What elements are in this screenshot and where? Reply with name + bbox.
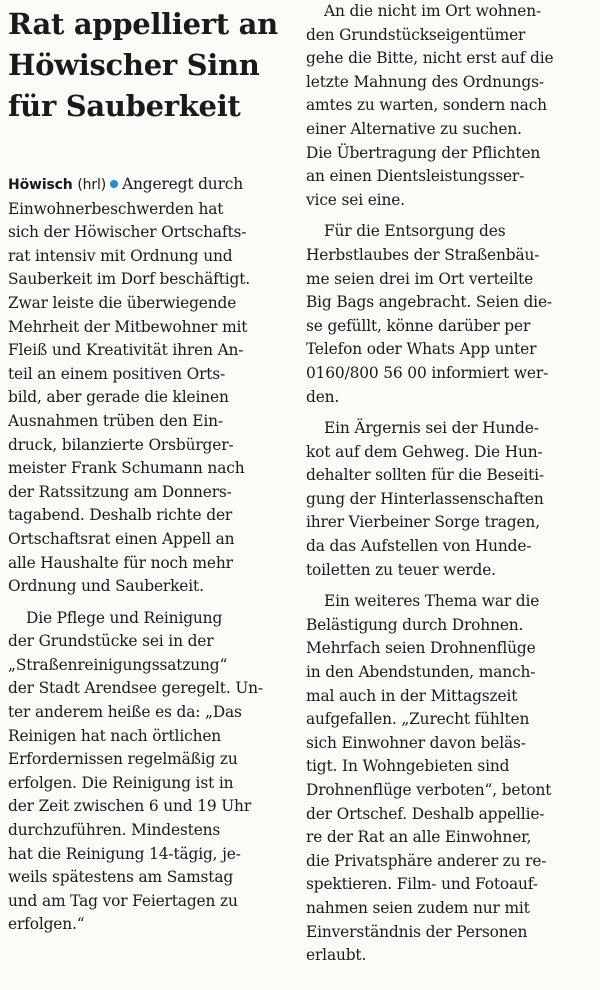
headline-line: Rat appelliert an (8, 7, 278, 41)
paragraph (306, 590, 590, 968)
text-line: erlaubt. (306, 946, 367, 965)
text-line: dehalter sollten für die Beseiti- (306, 466, 544, 485)
text-line: Zwar leiste die überwiegende (8, 293, 237, 312)
text-line: weils spätestens am Samstag (8, 868, 234, 887)
text-line: gung der Hinterlassenschaften (306, 489, 544, 508)
text-line: se gefüllt, könne darüber per (306, 316, 531, 335)
text-line: An die nicht im Ort wohnen- (324, 2, 542, 20)
text-line: der Ratssitzung am Donners- (8, 482, 232, 501)
text-line: die Privatsphäre anderer zu re- (306, 851, 547, 870)
lead-text: Angeregt durch (122, 175, 244, 193)
text-line: alle Haushalte für noch mehr (8, 553, 233, 572)
text-line: re der Rat an alle Einwohner, (306, 828, 532, 847)
text-line: Einverständnis der Personen (306, 922, 528, 941)
text-line: Mehrfach seien Drohnenflüge (306, 639, 536, 658)
paragraph (306, 0, 590, 212)
text-line: amtes zu warten, sondern nach (306, 96, 547, 115)
paragraph (306, 417, 590, 582)
text-line: vice sei eine. (306, 190, 405, 209)
article-headline (8, 0, 290, 127)
text-line: me seien drei im Ort verteilte (306, 269, 534, 288)
text-line: Ordnung und Sauberkeit. (8, 577, 204, 596)
right-body-text (306, 0, 590, 968)
headline-line: Höwischer Sinn (8, 48, 260, 82)
text-line: Die Übertragung der Pflichten (306, 143, 541, 162)
text-line: spektieren. Film- und Fotoauf- (306, 875, 538, 894)
text-line: Ein Ärgernis sei der Hunde- (324, 419, 539, 438)
text-line: mal auch in der Mittagszeit (306, 686, 518, 705)
text-line: Belästigung durch Drohnen. (306, 615, 524, 634)
text-line: 0160/800 56 00 informiert wer- (306, 363, 549, 382)
text-line: durchzuführen. Mindestens (8, 821, 221, 840)
text-line: teil an einem positiven Orts- (8, 364, 226, 383)
text-line: Ortschaftsrat einen Appell an (8, 529, 235, 548)
text-line: der Stadt Arendsee geregelt. Un- (8, 679, 263, 698)
text-line: da das Aufstellen von Hunde- (306, 537, 532, 556)
text-line: an einen Dientsleistungsser- (306, 167, 525, 186)
text-line: Einwohnerbeschwerden hat (8, 199, 224, 218)
text-line: Ein weiteres Thema war die (324, 592, 540, 611)
text-line: Herbstlaubes der Straßenbäu- (306, 245, 540, 264)
text-line: den Grundstückseigentümer (306, 25, 526, 44)
paragraph-gap (306, 212, 590, 220)
text-line: der Grundstücke sei in der (8, 632, 214, 651)
paragraph (306, 220, 590, 409)
text-line: druck, bilanzierte Orsbürger- (8, 435, 234, 454)
text-line: Erfordernissen regelmäßig zu (8, 750, 238, 769)
text-line: bild, aber gerade die kleinen (8, 388, 229, 407)
text-line: kot auf dem Gehweg. Die Hun- (306, 442, 543, 461)
headline-line: für Sauberkeit (8, 89, 241, 123)
bullet-dot-icon (110, 180, 118, 188)
text-line: aufgefallen. „Zurecht fühlten (306, 710, 530, 729)
paragraph (8, 607, 290, 937)
text-line: gehe die Bitte, nicht erst auf die (306, 49, 554, 68)
text-line: toiletten zu teuer werde. (306, 560, 496, 579)
dateline: Höwisch (8, 177, 73, 193)
text-line: erfolgen. Die Reinigung ist in (8, 773, 234, 792)
text-line: Sauberkeit im Dorf beschäftigt. (8, 270, 250, 289)
text-line: den. (306, 387, 340, 406)
paragraph (8, 173, 290, 599)
text-line: erfolgen.“ (8, 915, 85, 934)
text-line: rat intensiv mit Ordnung und (8, 246, 233, 265)
paragraph-gap (8, 599, 290, 607)
text-line: Drohnenflüge verboten“, betont (306, 781, 552, 799)
text-line: sich Einwohner davon beläs- (306, 733, 526, 752)
left-column (8, 0, 290, 937)
paragraph-gap (306, 409, 590, 417)
dateline-line (8, 173, 290, 198)
text-line: Ausnahmen trüben den Ein- (8, 411, 223, 430)
text-line: Die Pflege und Reinigung (26, 608, 223, 627)
author-abbreviation: (hrl) (77, 177, 107, 193)
text-line: Big Bags angebracht. Seien die- (306, 293, 552, 312)
right-column (306, 0, 590, 968)
left-body-text (8, 173, 290, 937)
text-line: nahmen seien zudem nur mit (306, 898, 530, 917)
text-line: der Zeit zwischen 6 und 19 Uhr (8, 797, 252, 816)
text-line: Telefon oder Whats App unter (306, 340, 537, 359)
text-line: in den Abendstunden, manch- (306, 663, 536, 682)
text-line: tagabend. Deshalb richte der (8, 506, 233, 525)
text-line: Mehrheit der Mitbewohner mit (8, 317, 248, 336)
text-line: Für die Entsorgung des (324, 222, 506, 241)
text-line: „Straßenreinigungssatzung“ (8, 655, 228, 674)
text-line: und am Tag vor Feiertagen zu (8, 891, 238, 910)
text-line: Fleiß und Kreativität ihren An- (8, 341, 244, 360)
text-line: ter anderem heiße es da: „Das (8, 703, 242, 722)
text-line: der Ortschef. Deshalb appellie- (306, 804, 545, 823)
text-line: hat die Reinigung 14-tägig, je- (8, 844, 241, 863)
paragraph-gap (306, 582, 590, 590)
text-line: ihrer Vierbeiner Sorge tragen, (306, 513, 540, 532)
text-line: letzte Mahnung des Ordnungs- (306, 72, 544, 91)
text-line: meister Frank Schumann nach (8, 459, 245, 478)
text-line: sich der Höwischer Ortschafts- (8, 223, 247, 242)
text-line: einer Alternative zu suchen. (306, 119, 522, 138)
text-line: tigt. In Wohngebieten sind (306, 757, 510, 776)
text-line: Reinigen hat nach örtlichen (8, 726, 222, 745)
